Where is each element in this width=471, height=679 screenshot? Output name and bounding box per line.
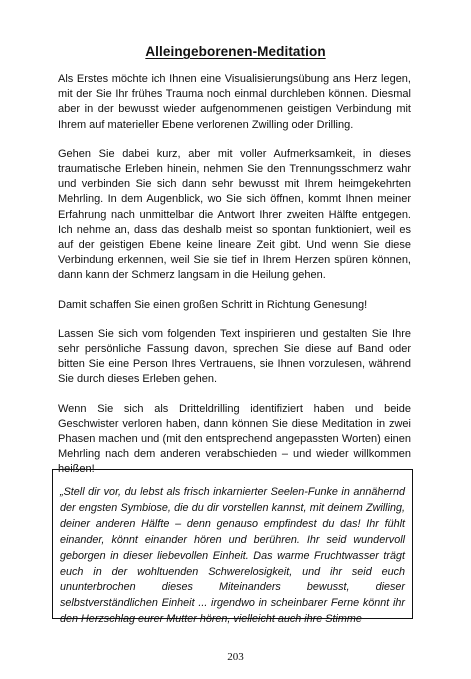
paragraph: Lassen Sie sich vom folgenden Text inspirieren und gestalten Sie Ihre sehr persönliche Fassung davon, sprechen Sie diese auf Band oder bitten Sie eine Person Ihres Vertrauens, sie Ihnen vorzulesen, während Sie durch dieses Erleben gehen.: [58, 327, 411, 386]
page-title: Alleingeborenen-Meditation: [145, 44, 326, 59]
paragraph: Als Erstes möchte ich Ihnen eine Visualisierungsübung ans Herz legen, mit der Sie Ihr frühes Trauma noch einmal durchleben können. Diesmal aber in der bewusst wieder aufgenommenen geistigen Verbindung mit Ihrem auf materieller Ebene verlorenen Zwilling oder Drilling.: [58, 73, 411, 131]
body-text: [58, 72, 411, 492]
paragraph: Damit schaffen Sie einen großen Schritt in Richtung Genesung!: [58, 298, 368, 311]
paragraph: Gehen Sie dabei kurz, aber mit voller Aufmerksamkeit, in dieses traumatische Erleben hinein, nehmen Sie den Trennungsschmerz wahr und verbinden Sie sich dann sehr bewusst mit Ihrem heimgekehrten Mehrling. In dem Augenblick, wo Sie sich öffnen, kommt Ihnen meiner Erfahrung nach unmittelbar die Antwort Ihrer zweiten Hälfte entgegen. Ich nehme an, dass das deshalb meist so spontan funktioniert, weil es auf der geistigen Ebene keine lineare Zeit gibt. Und wenn Sie diese Verbindung erkennen, weil Sie sie tief in Ihrem Herzen spüren können, dann kann der Schmerz langsam in die Heilung gehen.: [58, 147, 411, 282]
paragraph: Wenn Sie sich als Dritteldrilling identifiziert haben und beide Geschwister verloren haben, dann können Sie diese Meditation in zwei Phasen machen und (mit den entsprechend angepassten Worten) einen Mehrling nach dem anderen verabschieden – und wieder willkommen heißen!: [58, 402, 411, 476]
page-number: 203: [227, 651, 244, 663]
meditation-quote-text: „Stell dir vor, du lebst als frisch inkarnierter Seelen-Funke in annähernd der engsten Symbiose, die du dir vorstellen kannst, mit deinem Zwilling, deiner anderen Hälfte – denn genauso empfindest du das! Ihr fühlt einander, könnt einander hören und berühren. Ihr seid wundervoll geborgen in dieser liebevollen Einheit. Das warme Fruchtwasser trägt euch in der wohltuenden Schwerelosigkeit, und ihr seid euch ununterbrochen dieses Miteinanders bewusst, dieser selbstverständlichen Einheit ... irgendwo in scheinbarer Ferne könnt ihr den Herzschlag eurer Mutter hören, vielleicht auch ihre Stimme: [60, 486, 405, 626]
meditation-quote-box: [52, 469, 413, 626]
